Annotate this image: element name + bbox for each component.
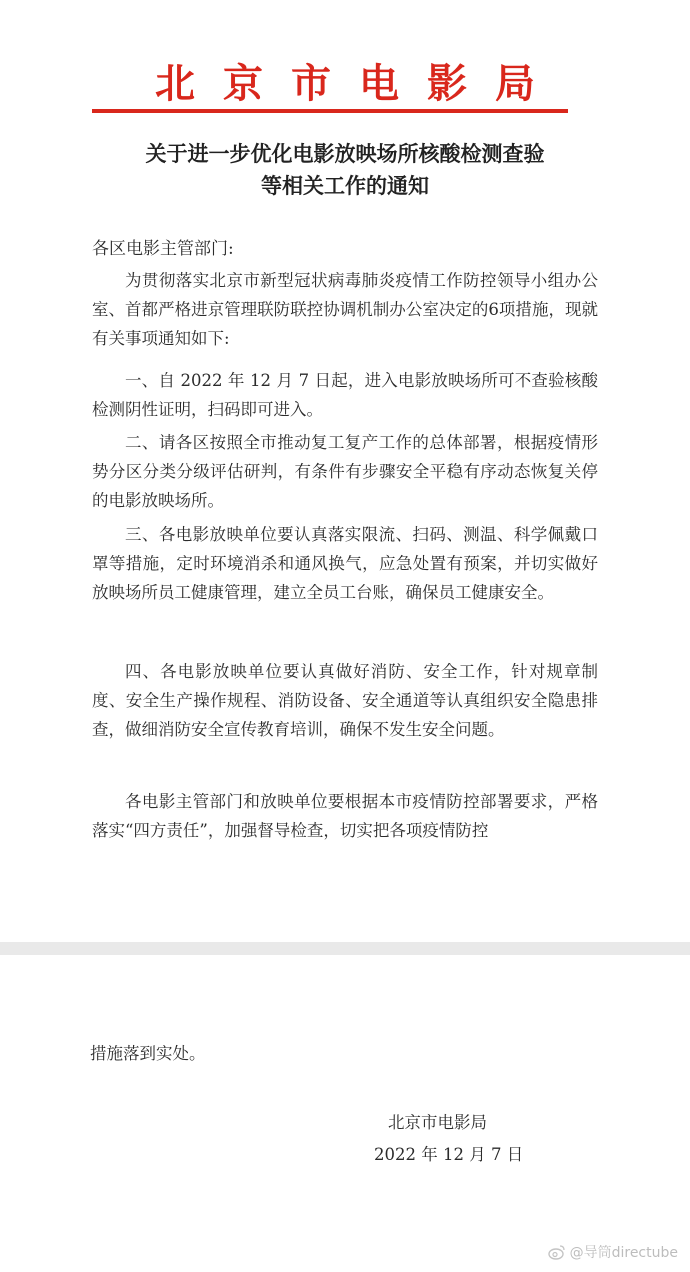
paragraph-continuation: 措施落到实处。	[90, 1044, 206, 1063]
weibo-icon	[548, 1244, 566, 1260]
letterhead-red-rule	[92, 109, 568, 113]
signature-organization: 北京市电影局	[388, 1113, 487, 1132]
paragraph-item-1: 一、自 2022 年 12 月 7 日起，进入电影放映场所可不查验核酸检测阴性证明，扫码即可进入。	[92, 371, 598, 419]
weibo-watermark	[548, 1242, 678, 1262]
paragraph-item-4: 四、各电影放映单位要认真做好消防、安全工作，针对规章制度、安全生产操作规程、消防设备、安全通道等认真组织安全隐患排查，做细消防安全宣传教育培训，确保不发生安全问题。	[92, 662, 598, 739]
letterhead-title: 北京市电影局	[155, 61, 563, 107]
paragraph-item-2: 二、请各区按照全市推动复工复产工作的总体部署，根据疫情形势分区分类分级评估研判，有条件有步骤安全平稳有序动态恢复关停的电影放映场所。	[92, 433, 598, 510]
paragraph-closing: 各电影主管部门和放映单位要根据本市疫情防控部署要求，严格落实“四方责任”，加强督导检查，切实把各项疫情防控	[92, 792, 598, 840]
paragraph-item-3: 三、各电影放映单位要认真落实限流、扫码、测温、科学佩戴口罩等措施，定时环境消杀和通风换气，应急处置有预案，并切实做好放映场所员工健康管理，建立全员工台账，确保员工健康安全。	[92, 525, 598, 602]
salutation: 各区电影主管部门:	[92, 239, 234, 259]
document-page-2	[0, 955, 690, 1272]
signature-date: 2022 年 12 月 7 日	[374, 1145, 524, 1164]
paragraph-intro: 为贯彻落实北京市新型冠状病毒肺炎疫情工作防控领导小组办公室、首都严格进京管理联防联控协调机制办公室决定的6项措施，现就有关事项通知如下:	[92, 271, 598, 348]
notice-title-line-1: 关于进一步优化电影放映场所核酸检测查验	[145, 141, 545, 166]
watermark-text: @导筒directube	[569, 1245, 678, 1261]
notice-title-line-2: 等相关工作的通知	[261, 173, 429, 198]
